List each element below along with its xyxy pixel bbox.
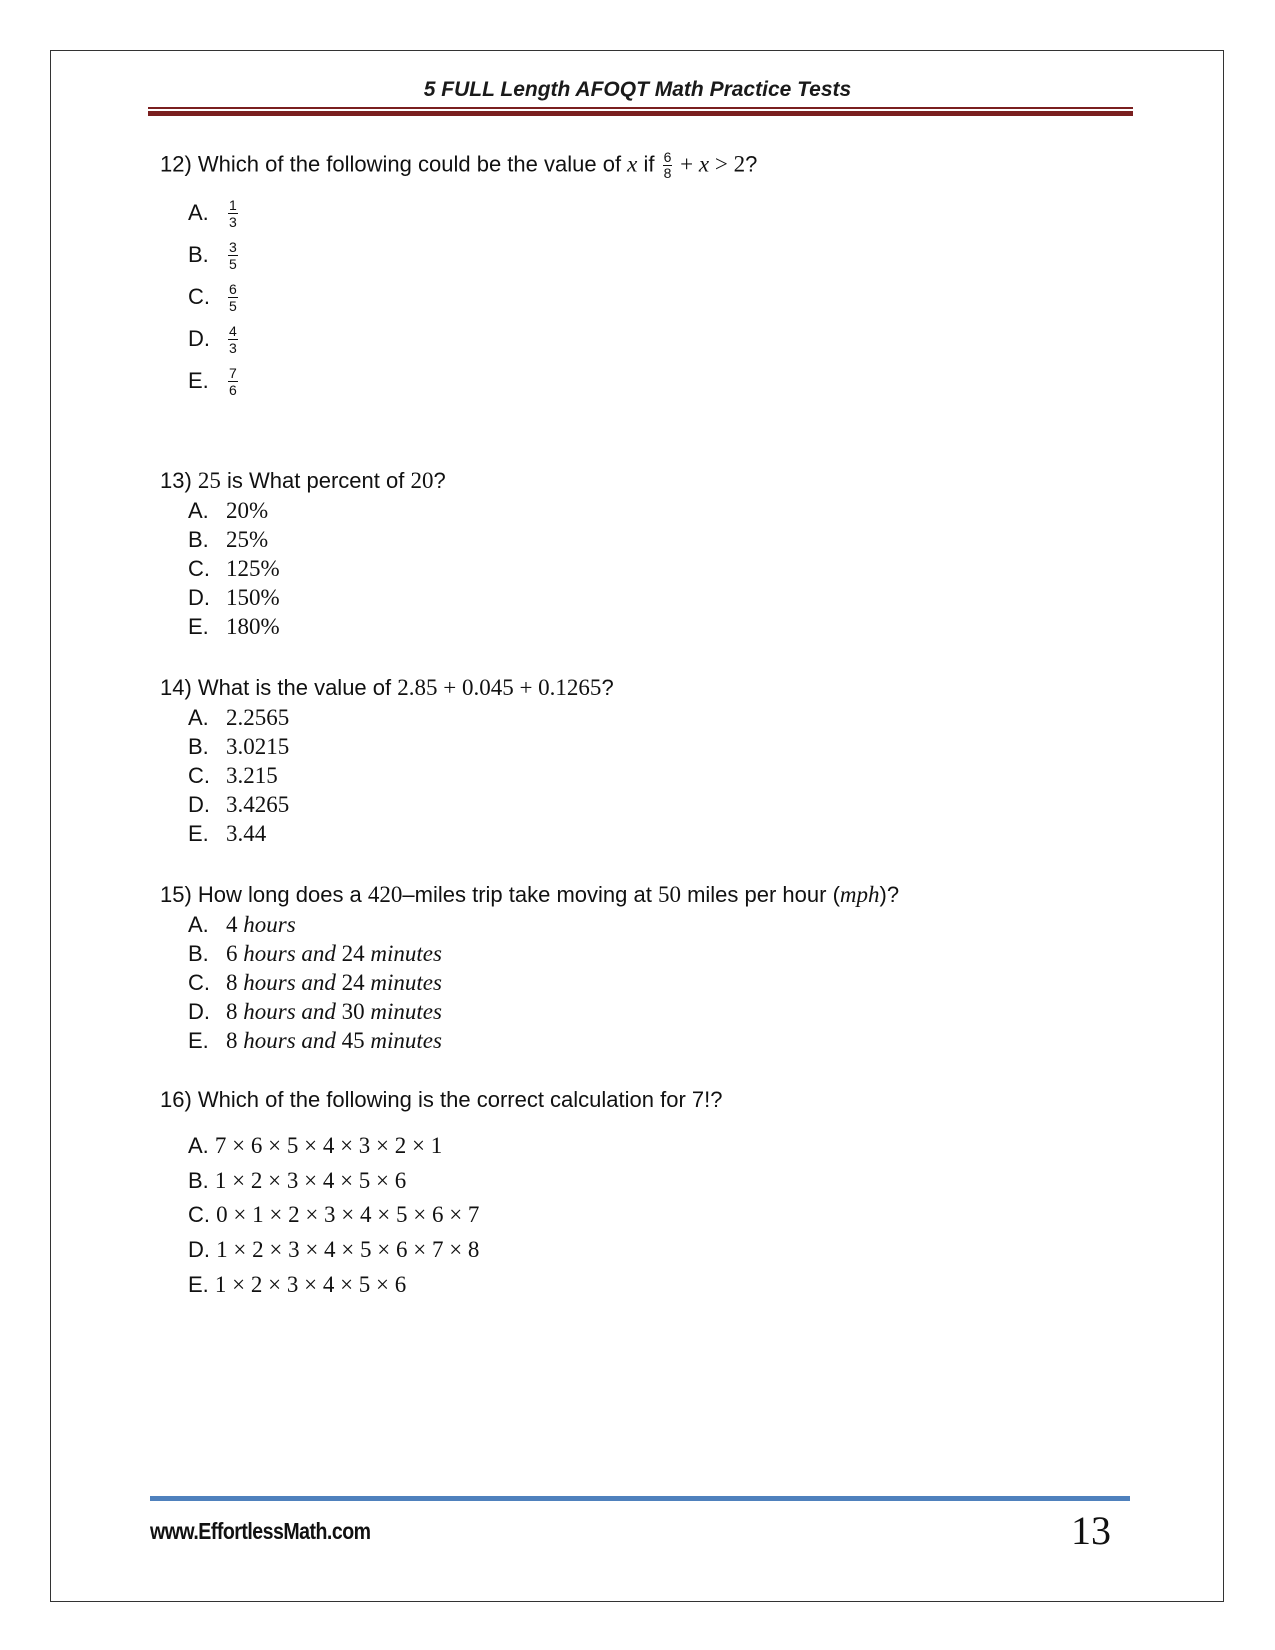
question-13: 13) 25 is What percent of 20? [160, 468, 446, 493]
q12-option-a[interactable]: A. $\frac{1}{3}$ [188, 196, 237, 230]
q12-fraction: $\frac{6}{8}$ [663, 149, 672, 181]
page-number: 13 [1071, 1508, 1111, 1553]
q15-option-b[interactable]: B. 6 hours and 24 minutes [188, 941, 442, 966]
q16-option-e[interactable]: E. 1 × 2 × 3 × 4 × 5 × 6 [188, 1272, 407, 1297]
q14-option-a[interactable]: A. 2.2565 [188, 705, 290, 730]
q12-option-d[interactable]: D. $\frac{4}{3}$ [188, 322, 237, 356]
header-title: 5 FULL Length AFOQT Math Practice Tests [423, 78, 852, 101]
footer-url[interactable]: www.EffortlessMath.com [150, 1518, 371, 1544]
q16-option-a[interactable]: A. 7 × 6 × 5 × 4 × 3 × 2 × 1 [188, 1133, 443, 1158]
q16-option-c[interactable]: C. 0 × 1 × 2 × 3 × 4 × 5 × 6 × 7 [188, 1202, 480, 1227]
q15-option-a[interactable]: A. 4 hours [188, 912, 296, 937]
q13-option-b[interactable]: B. 25% [188, 527, 269, 552]
header-rule [148, 107, 1133, 109]
q13-option-e[interactable]: E. 180% [188, 614, 280, 639]
q13-option-a[interactable]: A. 20% [188, 498, 269, 523]
q14-option-d[interactable]: D. 3.4265 [188, 792, 290, 817]
q13-option-c[interactable]: C. 125% [188, 556, 280, 581]
question-12: 12) Which of the following could be the value of x if $\frac{6}{8}$ + x > 2? [160, 149, 758, 181]
q16-option-b[interactable]: B. 1 × 2 × 3 × 4 × 5 × 6 [188, 1168, 407, 1193]
fraction: $\frac{3}{5}$ [229, 238, 237, 272]
fraction: $\frac{1}{3}$ [229, 196, 237, 230]
q12-if: if [637, 151, 661, 177]
footer-rule [150, 1496, 1130, 1501]
q15-option-d[interactable]: D. 8 hours and 30 minutes [188, 999, 442, 1024]
question-16: 16) Which of the following is the correct calculation for 7!? [160, 1087, 723, 1112]
q15-option-e[interactable]: E. 8 hours and 45 minutes [188, 1028, 442, 1053]
fraction: $\frac{6}{5}$ [229, 280, 237, 314]
q12-option-c[interactable]: C. $\frac{6}{5}$ [188, 280, 237, 314]
q16-option-d[interactable]: D. 1 × 2 × 3 × 4 × 5 × 6 × 7 × 8 [188, 1237, 480, 1262]
question-14: 14) What is the value of 2.85 + 0.045 + 0.1265? [160, 675, 614, 700]
header-rule-thick [148, 111, 1133, 116]
q14-option-c[interactable]: C. 3.215 [188, 763, 278, 788]
q12-option-b[interactable]: B. $\frac{3}{5}$ [188, 238, 237, 272]
q13-option-d[interactable]: D. 150% [188, 585, 280, 610]
q12-option-e[interactable]: E. $\frac{7}{6}$ [188, 364, 237, 398]
q12-var: x [627, 151, 638, 177]
q14-option-b[interactable]: B. 3.0215 [188, 734, 290, 759]
q14-option-e[interactable]: E. 3.44 [188, 821, 267, 846]
q15-option-c[interactable]: C. 8 hours and 24 minutes [188, 970, 442, 995]
fraction: $\frac{4}{3}$ [229, 322, 237, 356]
q12-text: 12) Which of the following could be the value of [160, 151, 628, 177]
question-15: 15) How long does a 420–miles trip take moving at 50 miles per hour (mph)? [160, 882, 900, 907]
fraction: $\frac{7}{6}$ [229, 364, 237, 398]
